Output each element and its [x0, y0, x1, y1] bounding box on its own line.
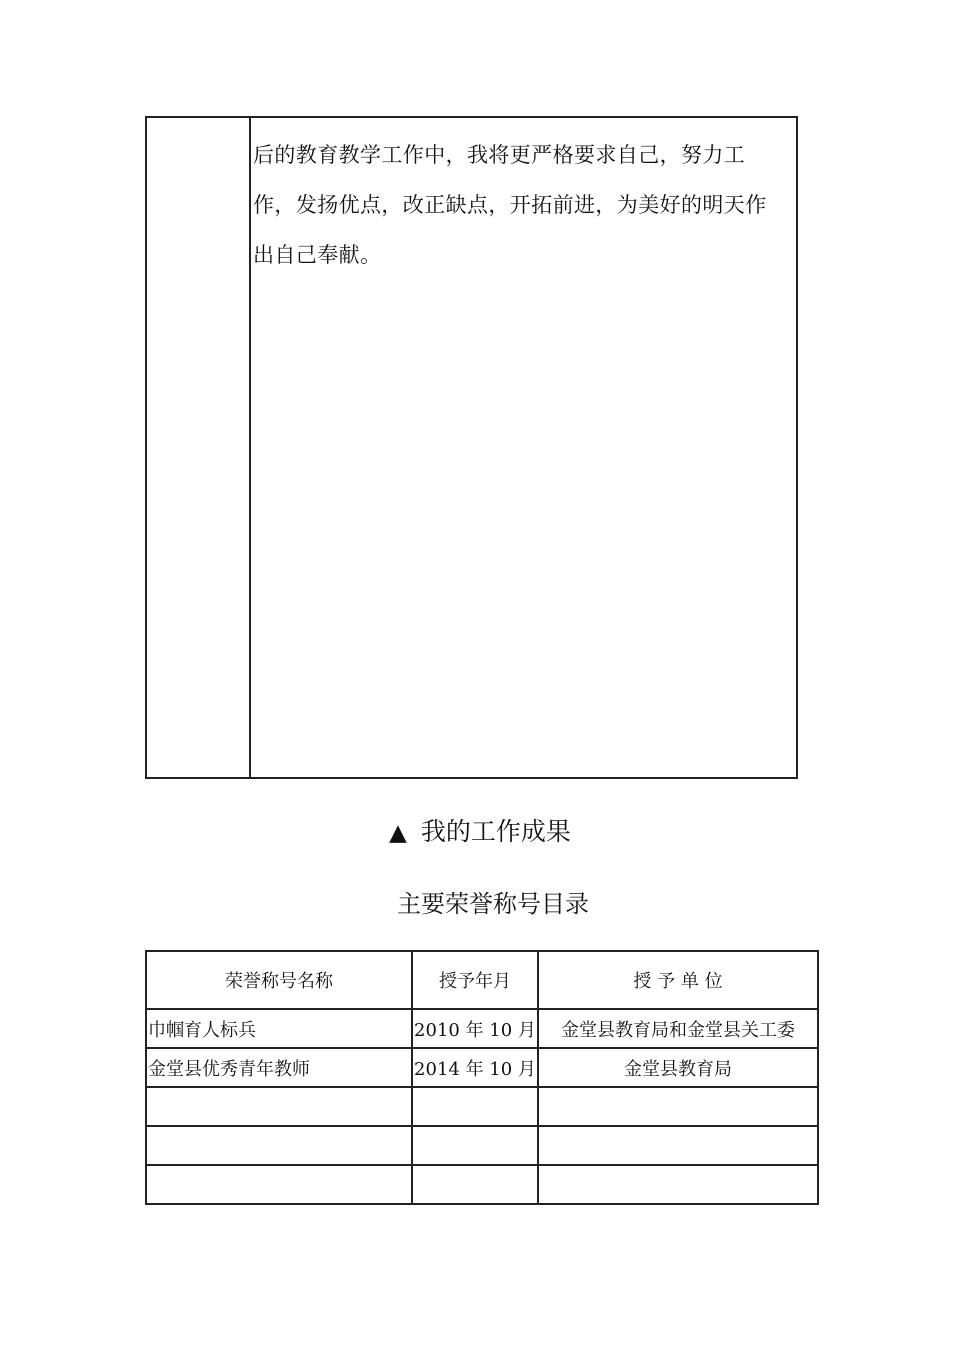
honor-name-cell: 巾帼育人标兵: [146, 1009, 412, 1048]
honor-name-cell: [146, 1165, 412, 1204]
award-date-cell: [412, 1126, 538, 1165]
summary-line: 作，发扬优点，改正缺点，开拓前进，为美好的明天作: [253, 193, 767, 217]
section-heading: [0, 812, 960, 848]
award-unit-cell: 金堂县教育局和金堂县关工委: [538, 1009, 818, 1048]
award-date-cell: [412, 1165, 538, 1204]
header-award-date: 授予年月: [412, 951, 538, 1009]
summary-label-cell: [147, 118, 251, 777]
summary-line: 后的教育教学工作中，我将更严格要求自己，努力工: [253, 143, 746, 167]
summary-text: [253, 130, 793, 280]
award-unit-cell: [538, 1087, 818, 1126]
table-row: [146, 1048, 818, 1087]
summary-box: [145, 116, 798, 779]
triangle-icon: ▲: [389, 820, 407, 846]
table-row: [146, 1009, 818, 1048]
award-unit-cell: [538, 1126, 818, 1165]
header-honor-name: 荣誉称号名称: [146, 951, 412, 1009]
honor-name-cell: [146, 1087, 412, 1126]
award-unit-cell: 金堂县教育局: [538, 1048, 818, 1087]
honors-list-title: 主要荣誉称号目录: [397, 890, 589, 918]
award-unit-cell: [538, 1165, 818, 1204]
table-header-row: [146, 951, 818, 1009]
award-date-cell: 2014 年 10 月: [412, 1048, 538, 1087]
honor-name-cell: [146, 1126, 412, 1165]
award-date-cell: [412, 1087, 538, 1126]
summary-line: 出自己奉献。: [253, 243, 382, 267]
honor-name-cell: 金堂县优秀青年教师: [146, 1048, 412, 1087]
section-heading-title: 我的工作成果: [420, 817, 571, 846]
table-row: [146, 1165, 818, 1204]
honors-table: [145, 950, 819, 1205]
header-award-unit: 授 予 单 位: [538, 951, 818, 1009]
award-date-cell: 2010 年 10 月: [412, 1009, 538, 1048]
table-row: [146, 1087, 818, 1126]
table-row: [146, 1126, 818, 1165]
